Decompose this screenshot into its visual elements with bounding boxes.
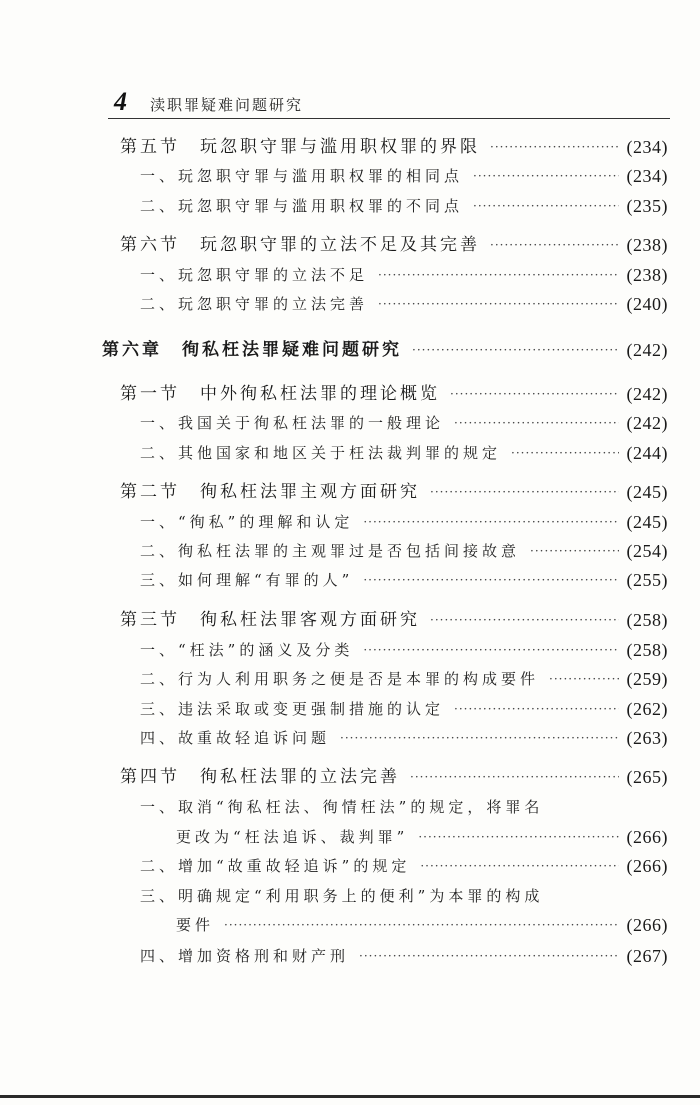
toc-entry-title: 第六节 玩忽职守罪的立法不足及其完善	[120, 235, 480, 255]
toc-entry-item	[0, 162, 700, 190]
toc-entry-item	[0, 882, 700, 910]
toc-entry-title: 第六章 徇私枉法罪疑难问题研究	[102, 340, 402, 360]
toc-entry-title: 一、“徇私”的理解和认定	[140, 513, 354, 531]
toc-entry-item	[0, 793, 700, 821]
toc-entry-title: 二、增加“故重故轻追诉”的规定	[140, 857, 411, 875]
page-number: 4	[114, 87, 127, 116]
toc-leader-dots	[363, 566, 618, 594]
toc-leader-dots	[454, 409, 618, 437]
toc-entry-title: 一、玩忽职守罪的立法不足	[140, 266, 369, 284]
toc-entry-page: (242)	[626, 340, 668, 360]
toc-entry-section	[0, 478, 700, 506]
toc-entry-title: 三、违法采取或变更强制措施的认定	[140, 700, 445, 718]
toc-entry-page: (266)	[626, 856, 668, 876]
toc-entry-title: 二、徇私枉法罪的主观罪过是否包括间接故意	[140, 542, 521, 560]
toc-entry-title: 二、行为人利用职务之便是否是本罪的构成要件	[140, 670, 540, 688]
toc-entry-page: (258)	[626, 610, 668, 630]
toc-entry-page: (265)	[626, 767, 668, 787]
toc-entry-title: 一、取消“徇私枉法、徇情枉法”的规定，将罪名	[140, 798, 544, 816]
toc-entry-item	[0, 537, 700, 565]
bottom-rule	[0, 1095, 700, 1098]
toc-leader-dots	[378, 261, 618, 289]
toc-entry-item	[0, 290, 700, 318]
toc-leader-dots	[511, 439, 618, 467]
toc-entry-cont	[0, 911, 700, 939]
toc-leader-dots	[454, 695, 618, 723]
toc-entry-page: (245)	[626, 482, 668, 502]
toc-leader-dots	[410, 763, 619, 791]
toc-entry-title: 一、玩忽职守罪与滥用职权罪的相同点	[140, 167, 464, 185]
toc-entry-title: 第一节 中外徇私枉法罪的理论概览	[120, 384, 440, 404]
toc-entry-page: (255)	[626, 570, 668, 590]
toc-entry-page: (234)	[626, 166, 668, 186]
toc-entry-section	[0, 606, 700, 634]
toc-entry-item	[0, 409, 700, 437]
toc-entry-title: 要件	[176, 916, 215, 934]
toc-leader-dots	[378, 290, 618, 318]
toc-entry-title: 一、“枉法”的涵义及分类	[140, 641, 354, 659]
toc-entry-page: (238)	[626, 265, 668, 285]
toc-entry-item	[0, 852, 700, 880]
toc-entry-title: 三、如何理解“有罪的人”	[140, 571, 354, 589]
toc-entry-page: (242)	[626, 413, 668, 433]
toc-entry-item	[0, 665, 700, 693]
toc-entry-item	[0, 695, 700, 723]
toc-entry-title: 更改为“枉法追诉、裁判罪”	[176, 828, 409, 846]
toc-leader-dots	[490, 231, 619, 259]
toc-leader-dots	[450, 380, 619, 408]
toc-entry-page: (266)	[626, 827, 668, 847]
toc-entry-item	[0, 636, 700, 664]
toc-entry-item	[0, 508, 700, 536]
toc-entry-title: 二、玩忽职守罪与滥用职权罪的不同点	[140, 197, 464, 215]
toc-entry-page: (238)	[626, 235, 668, 255]
toc-leader-dots	[430, 606, 619, 634]
toc-entry-page: (235)	[626, 196, 668, 216]
toc-entry-page: (244)	[626, 443, 668, 463]
toc-leader-dots	[473, 162, 618, 190]
toc-entry-page: (245)	[626, 512, 668, 532]
toc-entry-title: 第二节 徇私枉法罪主观方面研究	[120, 482, 420, 502]
toc-entry-title: 四、增加资格刑和财产刑	[140, 947, 350, 965]
toc-entry-title: 二、玩忽职守罪的立法完善	[140, 295, 369, 313]
toc-entry-title: 第五节 玩忽职守罪与滥用职权罪的界限	[120, 137, 480, 157]
toc-entry-page: (258)	[626, 640, 668, 660]
toc-leader-dots	[363, 508, 618, 536]
toc-entry-page: (242)	[626, 384, 668, 404]
toc-entry-item	[0, 566, 700, 594]
toc-entry-section	[0, 133, 700, 161]
toc-entry-cont	[0, 823, 700, 851]
toc-entry-page: (234)	[626, 137, 668, 157]
toc-leader-dots	[530, 537, 618, 565]
toc-leader-dots	[224, 911, 618, 939]
toc-entry-chapter	[0, 336, 700, 364]
toc-leader-dots	[412, 336, 619, 364]
toc-leader-dots	[430, 478, 619, 506]
toc-leader-dots	[418, 823, 618, 851]
toc-leader-dots	[549, 665, 618, 693]
toc-entry-page: (254)	[626, 541, 668, 561]
toc-entry-section	[0, 231, 700, 259]
toc-entry-page: (262)	[626, 699, 668, 719]
toc-entry-item	[0, 192, 700, 220]
running-title: 渎职罪疑难问题研究	[150, 96, 304, 114]
toc-entry-page: (267)	[626, 946, 668, 966]
toc-leader-dots	[340, 724, 618, 752]
toc-entry-title: 三、明确规定“利用职务上的便利”为本罪的构成	[140, 887, 544, 905]
toc-leader-dots	[490, 133, 619, 161]
toc-entry-title: 第三节 徇私枉法罪客观方面研究	[120, 610, 420, 630]
toc-leader-dots	[363, 636, 618, 664]
toc-leader-dots	[359, 942, 618, 970]
toc-entry-title: 一、我国关于徇私枉法罪的一般理论	[140, 414, 445, 432]
toc-entry-item	[0, 942, 700, 970]
toc-entry-item	[0, 724, 700, 752]
toc-entry-page: (266)	[626, 915, 668, 935]
toc-entry-section	[0, 380, 700, 408]
toc-entry-page: (263)	[626, 728, 668, 748]
toc-entry-page: (240)	[626, 294, 668, 314]
toc-leader-dots	[420, 852, 618, 880]
toc-entry-item	[0, 261, 700, 289]
toc-entry-title: 二、其他国家和地区关于枉法裁判罪的规定	[140, 444, 502, 462]
toc-entry-title: 四、故重故轻追诉问题	[140, 729, 331, 747]
toc-leader-dots	[473, 192, 618, 220]
toc-entry-page: (259)	[626, 669, 668, 689]
toc-entry-item	[0, 439, 700, 467]
toc-entry-title: 第四节 徇私枉法罪的立法完善	[120, 767, 400, 787]
toc-entry-section	[0, 763, 700, 791]
